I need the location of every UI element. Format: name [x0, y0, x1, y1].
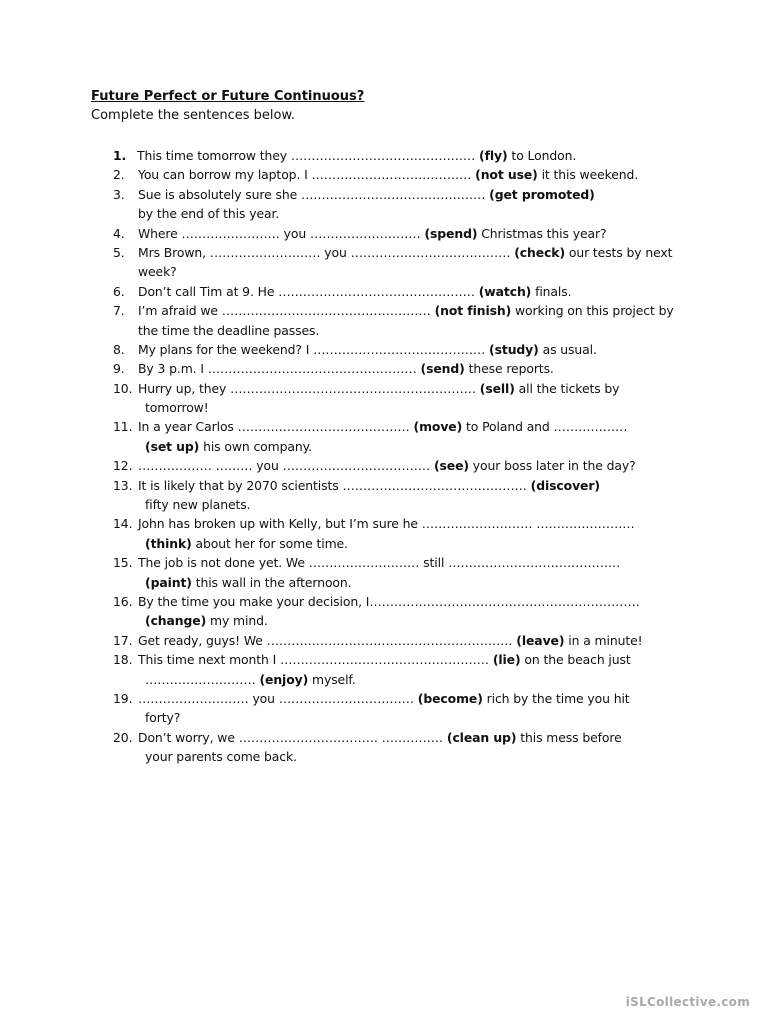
verb-cue: (change) [145, 613, 207, 629]
sentence-text: by the end of this year. [138, 206, 280, 222]
exercise-item [113, 301, 693, 320]
sentence-text: ……………… ……… you ……………………………… [138, 458, 434, 474]
sentence-text-end: finals. [531, 283, 572, 299]
exercise-item [113, 165, 693, 184]
sentence-text: This time tomorrow they ……………………………………… [137, 148, 480, 163]
exercise-item [113, 224, 693, 243]
item-number: 20. [113, 729, 133, 745]
item-number: 14. [113, 516, 133, 532]
verb-cue: (discover) [530, 477, 600, 493]
item-number: 11. [113, 419, 133, 435]
verb-cue: (clean up) [446, 729, 517, 745]
sentence-text: your parents come back. [145, 749, 297, 765]
sentence-text: Don’t call Tim at 9. He ………………………………………… [138, 283, 479, 299]
sentence-text-end: my mind. [206, 613, 268, 629]
sentence-text-end: our tests by next [565, 244, 673, 260]
sentence-text-end: this wall in the afternoon. [191, 574, 352, 590]
item-number: 5. [113, 244, 125, 260]
exercise-item [113, 476, 693, 495]
sentence-text: The job is not done yet. We ……………………… still …………………………………… [138, 555, 621, 571]
sentence-text: Sue is absolutely sure she ……………………………………… [138, 186, 490, 202]
sentence-text-end: his own company. [199, 438, 312, 454]
worksheet-title: Future Perfect or Future Continuous? [91, 89, 365, 104]
exercise-item-continuation [113, 262, 693, 281]
exercise-item [113, 243, 693, 262]
verb-cue: (leave) [516, 632, 565, 648]
exercise-item-continuation [113, 204, 693, 223]
exercise-item-continuation [113, 321, 693, 340]
sentence-text: It is likely that by 2070 scientists ……………………………………… [138, 477, 531, 493]
exercise-list [113, 146, 693, 767]
sentence-text: John has broken up with Kelly, but I’m sure he ……………………… …………………… [138, 516, 635, 532]
sentence-text-end: to Poland and ……………… [462, 419, 628, 435]
sentence-text-end: in a minute! [564, 632, 643, 648]
sentence-text: By 3 p.m. I …………………………………………… [138, 361, 421, 377]
sentence-text: Get ready, guys! We …………………………………………………… [138, 632, 517, 648]
exercise-item-continuation [113, 495, 693, 514]
site-watermark: iSLCollective.com [625, 995, 750, 1009]
sentence-text: This time next month I …………………………………………… [138, 652, 493, 668]
sentence-text: You can borrow my laptop. I ………………………………… [138, 167, 476, 183]
sentence-text-end: to London. [507, 148, 577, 163]
exercise-item-continuation [113, 670, 693, 689]
exercise-item [113, 340, 693, 359]
sentence-text: tomorrow! [145, 400, 209, 416]
sentence-text-end: it this weekend. [537, 167, 639, 183]
sentence-text: forty? [145, 710, 181, 726]
exercise-item [113, 631, 693, 650]
verb-cue: (see) [433, 458, 469, 474]
item-number: 17. [113, 632, 133, 648]
verb-cue: (become) [417, 690, 483, 706]
sentence-text-end: Christmas this year? [477, 225, 607, 241]
sentence-text: week? [138, 264, 177, 280]
verb-cue: (paint) [145, 574, 192, 590]
exercise-item [113, 689, 693, 708]
sentence-text: the time the deadline passes. [138, 322, 320, 338]
item-number: 8. [113, 341, 125, 357]
exercise-item [113, 514, 693, 533]
exercise-item [113, 185, 693, 204]
sentence-text-end: all the tickets by [514, 380, 620, 396]
sentence-text-end: on the beach just [520, 652, 631, 668]
exercise-item [113, 417, 693, 436]
sentence-text: ……………………… you …………………………… [138, 690, 418, 706]
verb-cue: (think) [145, 535, 192, 551]
verb-cue: (get promoted) [489, 186, 595, 202]
sentence-text: ……………………… [145, 671, 260, 687]
item-number: 15. [113, 555, 133, 571]
sentence-text: Where …………………… you ……………………… [138, 225, 425, 241]
verb-cue: (spend) [424, 225, 478, 241]
sentence-text-end: rich by the time you hit [482, 690, 630, 706]
item-number: 16. [113, 593, 133, 609]
verb-cue: (enjoy) [259, 671, 309, 687]
exercise-item [113, 728, 693, 747]
sentence-text: Mrs Brown, ……………………… you ………………………………… [138, 244, 515, 260]
exercise-item [113, 592, 693, 611]
exercise-item-continuation [113, 611, 693, 630]
verb-cue: (send) [420, 361, 465, 377]
sentence-text: My plans for the weekend? I …………………………………… [138, 341, 490, 357]
verb-cue: (study) [489, 341, 539, 357]
item-number: 6. [113, 283, 125, 299]
exercise-item-continuation [113, 573, 693, 592]
exercise-item [113, 282, 693, 301]
item-number: 4. [113, 225, 125, 241]
verb-cue: (set up) [145, 438, 200, 454]
exercise-item-continuation [113, 747, 693, 766]
sentence-text: Hurry up, they …………………………………………………… [138, 380, 480, 396]
item-number: 19. [113, 690, 133, 706]
sentence-text: By the time you make your decision, I………………………………………………………… [138, 593, 640, 609]
verb-cue: (not use) [475, 167, 538, 183]
sentence-text-end: working on this project by [511, 303, 674, 319]
sentence-text-end: myself. [308, 671, 356, 687]
item-number: 7. [113, 303, 125, 319]
exercise-item-continuation [113, 398, 693, 417]
item-number: 18. [113, 652, 133, 668]
verb-cue: (move) [413, 419, 463, 435]
exercise-item-continuation [113, 437, 693, 456]
sentence-text-end: your boss later in the day? [468, 458, 636, 474]
item-number: 9. [113, 361, 125, 377]
item-number: 12. [113, 458, 133, 474]
exercise-item-continuation [113, 534, 693, 553]
exercise-item [113, 456, 693, 475]
sentence-text: Don’t worry, we ……………………………. …………… [138, 729, 447, 745]
sentence-text: In a year Carlos …………………………………… [138, 419, 414, 435]
sentence-text-end: this mess before [516, 729, 622, 745]
verb-cue: (watch) [478, 283, 532, 299]
sentence-text-end: as usual. [538, 341, 597, 357]
exercise-item [113, 379, 693, 398]
verb-cue: (check) [514, 244, 566, 260]
item-number: 1. [113, 148, 127, 163]
verb-cue: (lie) [492, 652, 521, 668]
exercise-item-continuation [113, 708, 693, 727]
verb-cue: (not finish) [434, 303, 512, 319]
item-number: 13. [113, 477, 133, 493]
exercise-item [113, 359, 693, 378]
exercise-item [113, 146, 693, 165]
item-number: 3. [113, 186, 125, 202]
worksheet-instruction: Complete the sentences below. [91, 108, 296, 123]
sentence-text: fifty new planets. [145, 497, 251, 513]
item-number: 2. [113, 167, 125, 183]
item-number: 10. [113, 380, 133, 396]
sentence-text-end: about her for some time. [191, 535, 348, 551]
sentence-text: I’m afraid we …………………………………………… [138, 303, 435, 319]
exercise-item [113, 650, 693, 669]
exercise-item [113, 553, 693, 572]
sentence-text-end: these reports. [464, 361, 554, 377]
verb-cue: (fly) [479, 148, 508, 163]
verb-cue: (sell) [479, 380, 515, 396]
